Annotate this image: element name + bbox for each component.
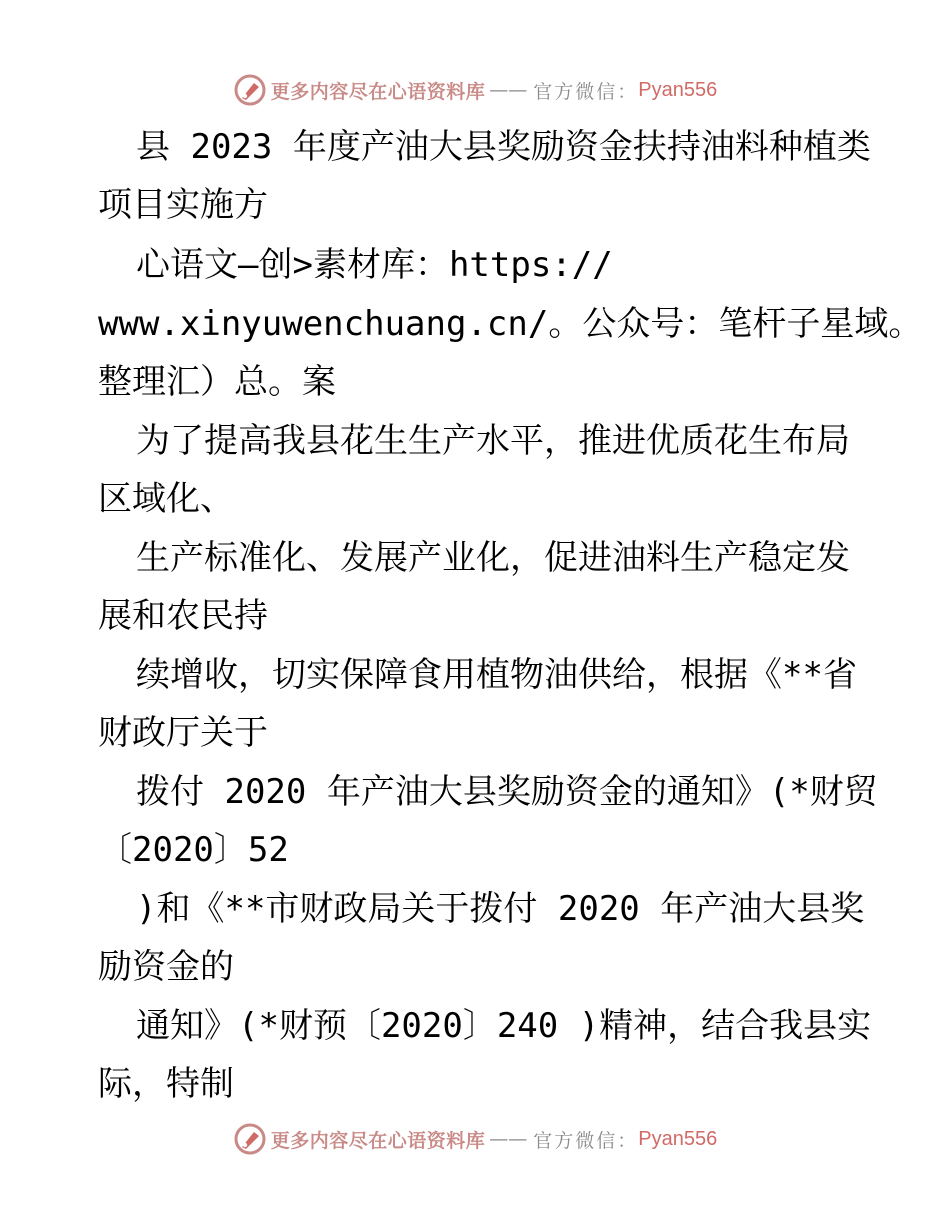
body-line: 通知》(*财预〔2020〕240 )精神，结合我县实: [136, 1006, 872, 1046]
body-line: 整理汇）总。案: [98, 362, 336, 402]
watermark-brand: 更多内容尽在心语资料库: [270, 1129, 486, 1152]
watermark-brand: 更多内容尽在心语资料库: [270, 80, 486, 103]
body-line: 际，特制: [98, 1064, 234, 1104]
watermark-wechat-id: Pyan556: [638, 78, 718, 101]
body-line: 续增收，切实保障食用植物油供给，根据《**省: [136, 655, 857, 695]
watermark-wechat-id: Pyan556: [638, 1127, 718, 1150]
watermark-wechat-label: 官方微信：: [533, 1129, 639, 1152]
body-line: 项目实施方: [98, 185, 268, 225]
body-line: 为了提高我县花生生产水平，推进优质花生布局: [136, 421, 850, 461]
body-line: 拨付 2020 年产油大县奖励资金的通知》(*财贸: [136, 772, 878, 812]
watermark-wechat-label: 官方微信：: [533, 80, 639, 103]
body-line: 展和农民持: [98, 596, 268, 636]
body-line: 财政厅关于: [98, 713, 268, 753]
body-line: 励资金的: [98, 947, 234, 987]
body-line: 区域化、: [98, 479, 234, 519]
watermark-separator: ——: [489, 1128, 528, 1150]
watermark-separator: ——: [489, 79, 528, 101]
body-line: )和《**市财政局关于拨付 2020 年产油大县奖: [136, 889, 865, 929]
body-line-title: 县 2023 年度产油大县奖励资金扶持油料种植类: [136, 127, 871, 167]
pen-nib-logo-icon: [233, 1122, 267, 1156]
body-line: 〔2020〕52: [98, 830, 289, 870]
body-line-url: www.xinyuwenchuang.cn/。公众号：笔杆子星域。: [98, 304, 923, 344]
body-line: 心语文—创>素材库：https://: [136, 245, 613, 285]
watermark-header: [0, 70, 950, 110]
body-line: 生产标准化、发展产业化，促进油料生产稳定发: [136, 538, 850, 578]
pen-nib-logo-icon: [233, 73, 267, 107]
watermark-footer: [0, 1119, 950, 1159]
